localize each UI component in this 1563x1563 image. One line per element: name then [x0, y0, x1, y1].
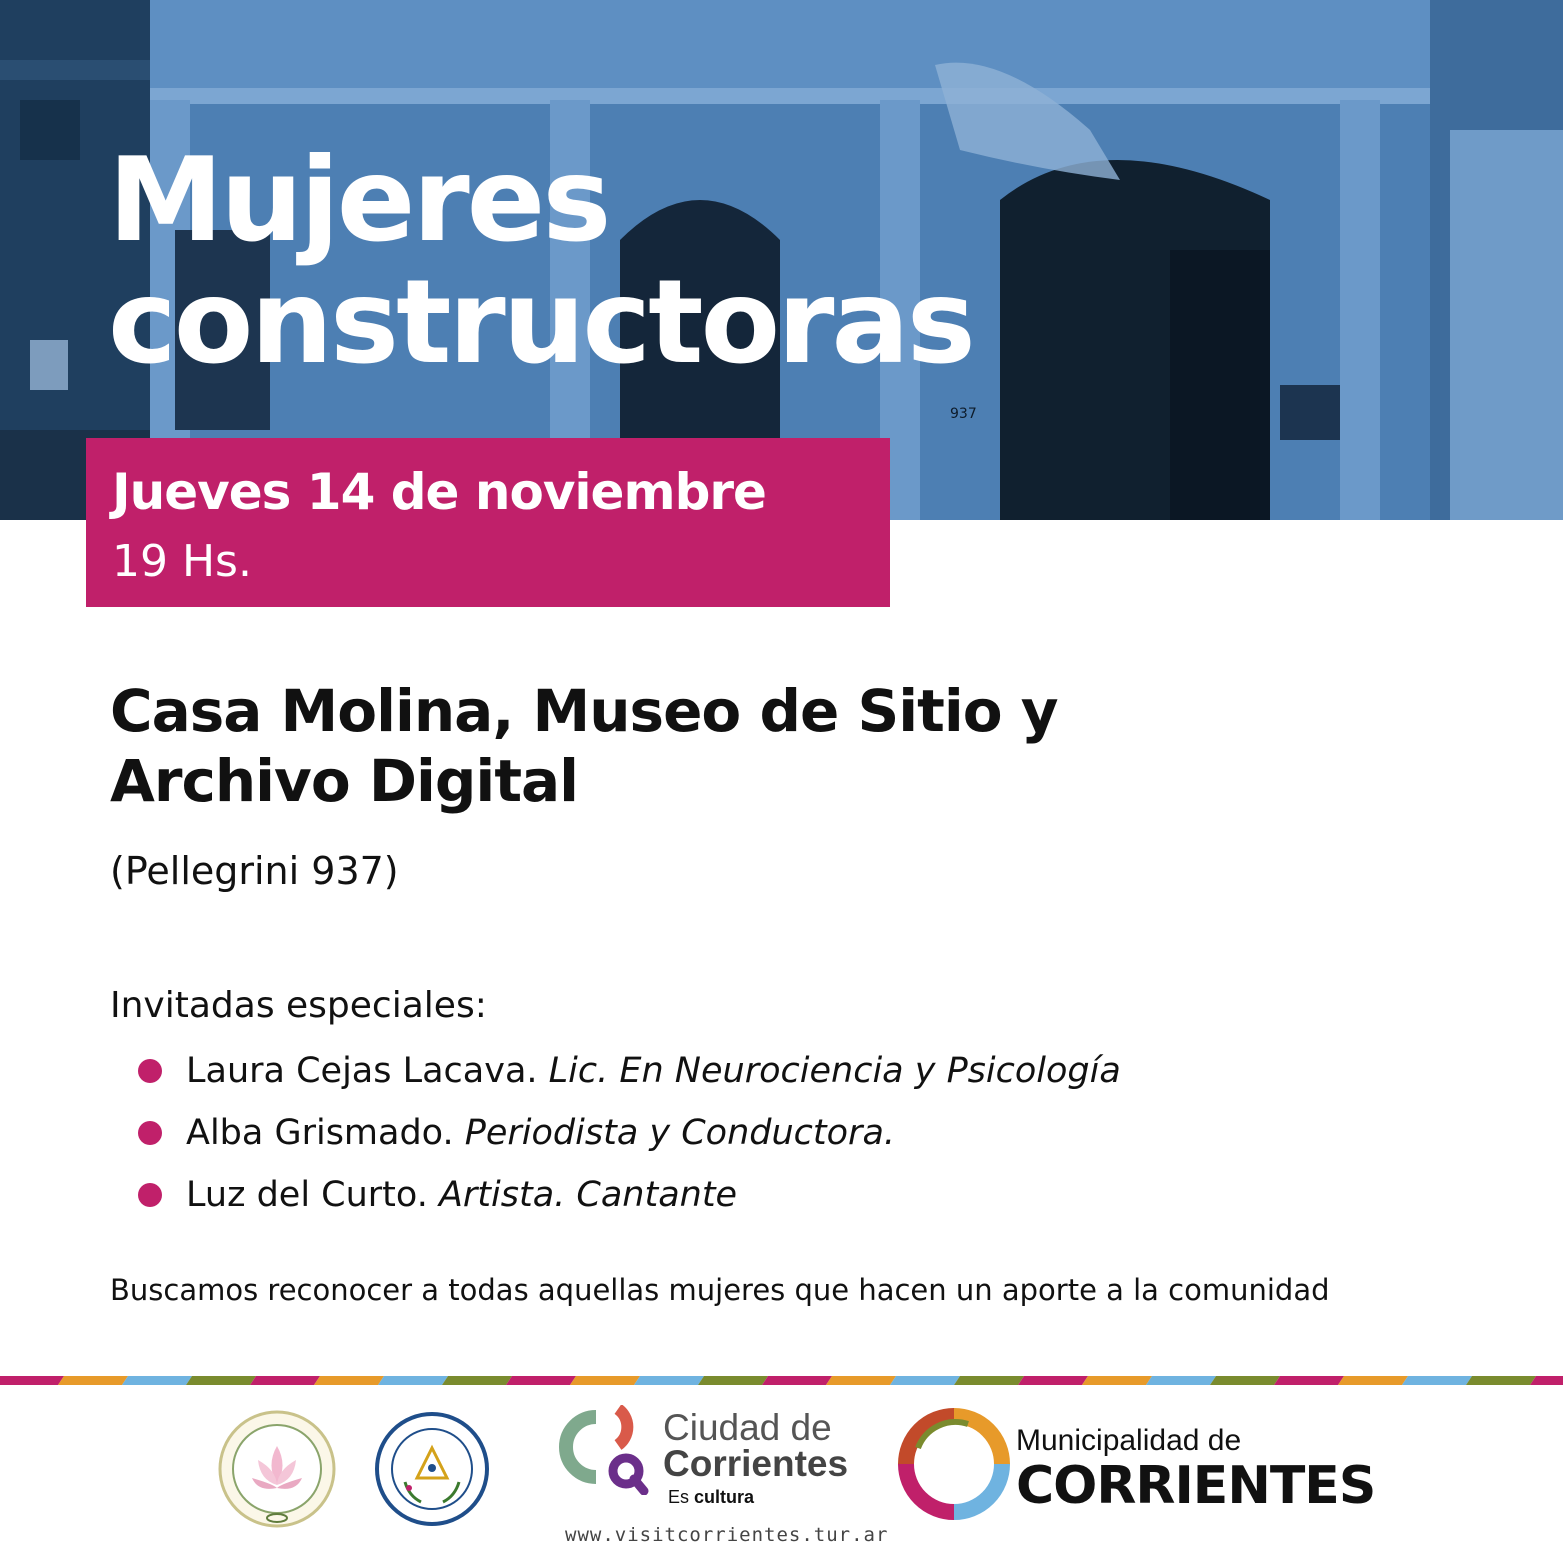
- municipalidad-line-2: CORRIENTES: [1016, 1456, 1376, 1516]
- guest-role: Periodista y Conductora.: [464, 1113, 896, 1153]
- slogan-es: Es: [668, 1487, 690, 1507]
- guest-list: [138, 1040, 1121, 1226]
- event-time: 19 Hs.: [112, 536, 252, 587]
- list-item: [138, 1040, 1121, 1102]
- event-date: Jueves 14 de noviembre: [112, 463, 766, 521]
- ciudad-line-1: Ciudad de: [663, 1407, 832, 1448]
- title-line-1: Mujeres: [108, 133, 609, 268]
- ciudad-slogan: [668, 1486, 754, 1508]
- list-item: [138, 1102, 1121, 1164]
- bullet-icon: [138, 1059, 162, 1083]
- ciudad-corrientes-icon: [556, 1405, 661, 1495]
- municipalidad-line-1: Municipalidad de: [1016, 1424, 1242, 1457]
- title-line-2: constructoras: [108, 255, 973, 390]
- guest-name: Luz del Curto.: [186, 1175, 428, 1215]
- bullet-icon: [138, 1183, 162, 1207]
- municipalidad-ring-icon: [898, 1408, 1010, 1520]
- website-url: www.visitcorrientes.tur.ar: [565, 1524, 889, 1546]
- lotus-lodge-logo: [218, 1410, 336, 1528]
- venue-line-1: Casa Molina, Museo de Sitio y: [110, 677, 1058, 745]
- venue-address: (Pellegrini 937): [110, 849, 399, 893]
- guests-heading: Invitadas especiales:: [110, 985, 487, 1026]
- house-number-937: 937: [950, 406, 977, 422]
- tagline: Buscamos reconocer a todas aquellas mujeres que hacen un aporte a la comunidad: [110, 1273, 1330, 1307]
- guest-name: Laura Cejas Lacava.: [186, 1051, 538, 1091]
- bullet-icon: [138, 1121, 162, 1145]
- gran-logia-femenina-logo: [375, 1412, 489, 1526]
- event-title: [108, 133, 973, 390]
- guest-role: Artista. Cantante: [438, 1175, 738, 1215]
- ciudad-line-2: Corrientes: [663, 1443, 849, 1484]
- venue-line-2: Archivo Digital: [110, 747, 579, 815]
- color-stripe-divider: [0, 1376, 1563, 1385]
- slogan-cultura: cultura: [694, 1487, 755, 1507]
- guest-role: Lic. En Neurociencia y Psicología: [548, 1051, 1121, 1091]
- guest-name: Alba Grismado.: [186, 1113, 454, 1153]
- venue-name: [110, 676, 1310, 816]
- list-item: [138, 1164, 1121, 1226]
